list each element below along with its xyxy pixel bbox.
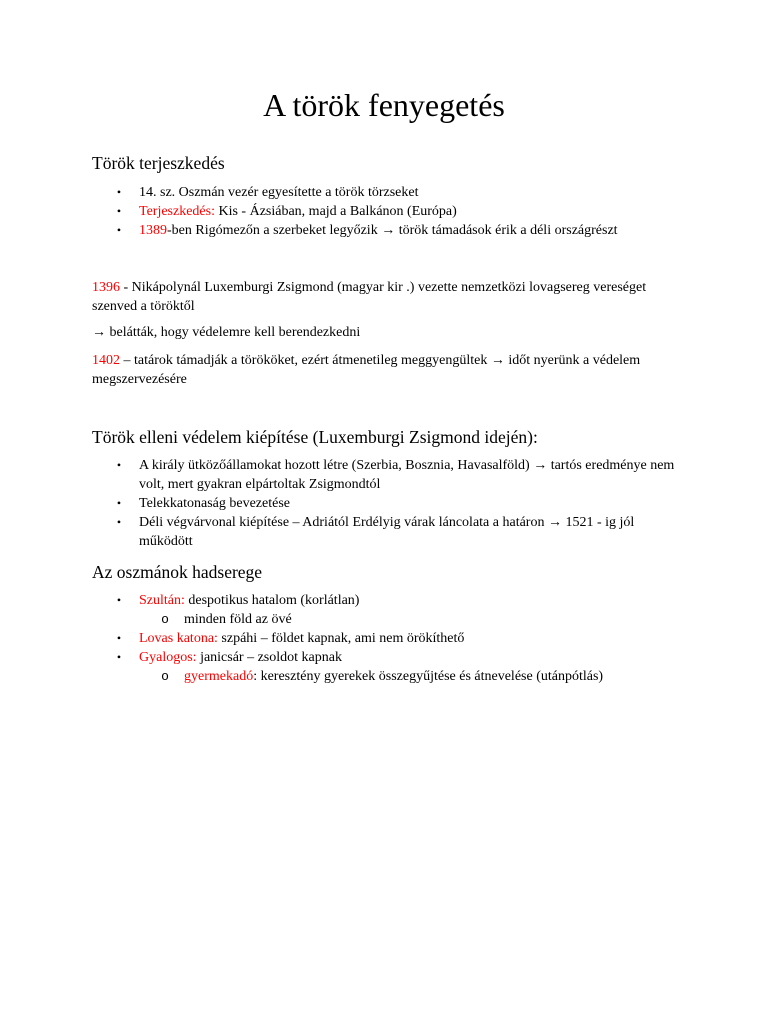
list-item: [0, 456, 679, 494]
sub-list-item: [0, 667, 724, 686]
list-item-text: minden föld az övé: [184, 612, 292, 627]
defense-list: [0, 456, 679, 551]
list-item-highlight: Terjeszkedés:: [139, 204, 215, 219]
list-item: [0, 591, 679, 610]
list-item-highlight: 1389: [139, 223, 167, 238]
list-item-text: Kis - Ázsiában, majd a Balkánon (Európa): [214, 204, 457, 219]
bullet-icon: •: [116, 223, 122, 237]
list-item: [0, 513, 679, 551]
paragraph-nikapoly: [92, 278, 672, 316]
bullet-icon: •: [116, 185, 122, 199]
paragraph-defense-conclusion: [92, 323, 672, 342]
list-item-text: Déli végvárvonal kiépítése – Adriától Erdélyig várak láncolata a határon → 1521 - ig jól működött: [139, 515, 635, 549]
list-item-text: despotikus hatalom (korlátlan): [184, 593, 360, 608]
list-item: [0, 183, 679, 202]
paragraph-highlight: 1396: [92, 280, 120, 295]
paragraph-text: – tatárok támadják a törököket, ezért átmenetileg meggyengültek → időt nyerünk a védelem megszervezésére: [92, 353, 641, 387]
bullet-icon: •: [116, 631, 122, 645]
paragraph-tatars: [92, 351, 672, 389]
sub-list-item: [0, 610, 724, 629]
paragraph-text: - Nikápolynál Luxemburgi Zsigmond (magyar kir .) vezette nemzetközi lovagsereg vereséget szenved a töröktől: [92, 280, 647, 314]
sub-bullet-icon: o: [161, 612, 169, 627]
page-title: A török fenyegetés: [263, 87, 505, 123]
bullet-icon: •: [116, 204, 122, 218]
list-item-highlight: gyermekadó: [184, 669, 254, 684]
list-item: [0, 494, 679, 513]
paragraph-highlight: 1402: [92, 353, 120, 368]
expansion-list: [0, 183, 679, 240]
list-item-text: szpáhi – földet kapnak, ami nem örökíthető: [217, 631, 465, 646]
list-item: [0, 629, 679, 648]
section-heading-defense: Török elleni védelem kiépítése (Luxemburgi Zsigmond idején):: [92, 427, 538, 447]
list-item-text: -ben Rigómezőn a szerbeket legyőzik → török támadások érik a déli országrészt: [167, 223, 618, 238]
paragraph-text: → belátták, hogy védelemre kell berendezkedni: [92, 325, 361, 340]
army-list: [0, 591, 724, 686]
bullet-icon: •: [116, 496, 122, 510]
list-item: [0, 221, 679, 240]
list-item-highlight: Szultán:: [139, 593, 185, 608]
list-item-highlight: Gyalogos:: [139, 650, 197, 665]
list-item-text: janicsár – zsoldot kapnak: [196, 650, 342, 665]
section-heading-expansion: Török terjeszkedés: [92, 153, 225, 173]
list-item-text: 14. sz. Oszmán vezér egyesítette a török törzseket: [139, 185, 419, 200]
sub-bullet-icon: o: [161, 669, 169, 684]
list-item: [0, 648, 679, 667]
bullet-icon: •: [116, 458, 122, 472]
list-item-highlight: Lovas katona:: [139, 631, 218, 646]
bullet-icon: •: [116, 650, 122, 664]
list-item-text: Telekkatonaság bevezetése: [139, 496, 290, 511]
bullet-icon: •: [116, 515, 122, 529]
list-item-text: : keresztény gyerekek összegyűjtése és átnevelése (utánpótlás): [253, 669, 604, 684]
section-heading-army: Az oszmánok hadserege: [92, 562, 263, 582]
list-item-text: A király ütközőállamokat hozott létre (Szerbia, Bosznia, Havasalföld) → tartós eredménye nem volt, mert gyakran elpártoltak Zsigmondtól: [139, 458, 675, 492]
bullet-icon: •: [116, 593, 122, 607]
list-item: [0, 202, 679, 221]
